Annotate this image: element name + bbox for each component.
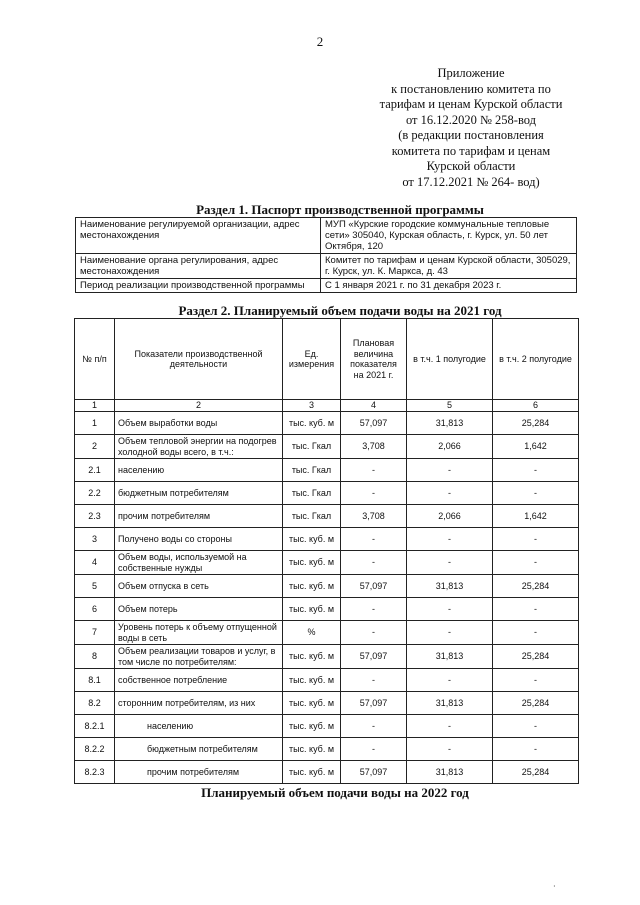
passport-value: С 1 января 2021 г. по 31 декабря 2023 г. <box>321 279 577 293</box>
row-indicator: бюджетным потребителям <box>115 482 283 505</box>
row-plan-value: 3,708 <box>341 435 407 459</box>
row-half1-value: - <box>407 669 493 692</box>
row-unit: тыс. Гкал <box>283 459 341 482</box>
row-half1-value: - <box>407 738 493 761</box>
row-indicator: Объем отпуска в сеть <box>115 575 283 598</box>
table-row <box>75 761 579 784</box>
appendix-line: от 16.12.2020 № 258-вод <box>405 112 537 127</box>
header-h1: в т.ч. 1 полугодие <box>407 319 493 400</box>
row-indicator: Объем реализации товаров и услуг, в том числе по потребителям: <box>115 645 283 669</box>
row-half2-value: 1,642 <box>493 505 579 528</box>
row-half1-value: 2,066 <box>407 505 493 528</box>
row-half1-value: - <box>407 528 493 551</box>
header-h2: в т.ч. 2 полугодие <box>493 319 579 400</box>
row-unit: тыс. куб. м <box>283 575 341 598</box>
column-index: 6 <box>493 400 579 412</box>
row-half2-value: 25,284 <box>493 412 579 435</box>
row-plan-value: 57,097 <box>341 575 407 598</box>
row-half2-value: - <box>493 669 579 692</box>
row-unit: тыс. Гкал <box>283 505 341 528</box>
row-plan-value: - <box>341 598 407 621</box>
passport-row <box>76 279 577 293</box>
row-number: 3 <box>75 528 115 551</box>
passport-key: Период реализации производственной программы <box>76 279 321 293</box>
row-number: 8.2.1 <box>75 715 115 738</box>
row-number: 7 <box>75 621 115 645</box>
row-half1-value: - <box>407 715 493 738</box>
row-half1-value: - <box>407 459 493 482</box>
header-unit: Ед. измерения <box>283 319 341 400</box>
row-plan-value: - <box>341 669 407 692</box>
row-half2-value: - <box>493 528 579 551</box>
table-row <box>75 412 579 435</box>
row-half2-value: - <box>493 621 579 645</box>
row-unit: тыс. куб. м <box>283 551 341 575</box>
passport-row <box>76 254 577 279</box>
header-name: Показатели производственной деятельности <box>115 319 283 400</box>
table-row <box>75 505 579 528</box>
row-number: 5 <box>75 575 115 598</box>
row-plan-value: 57,097 <box>341 412 407 435</box>
table-row <box>75 645 579 669</box>
row-plan-value: - <box>341 738 407 761</box>
column-index: 2 <box>115 400 283 412</box>
row-indicator: Объем выработки воды <box>115 412 283 435</box>
row-number: 2.2 <box>75 482 115 505</box>
row-half1-value: 31,813 <box>407 692 493 715</box>
appendix-line: (в редакции постановления <box>398 128 544 142</box>
appendix-line: от 17.12.2021 № 264- вод) <box>402 174 540 189</box>
column-index: 1 <box>75 400 115 412</box>
row-half1-value: - <box>407 551 493 575</box>
row-number: 8.2.3 <box>75 761 115 784</box>
column-index: 5 <box>407 400 493 412</box>
row-number: 1 <box>75 412 115 435</box>
title-2022: Планируемый объем подачи воды на 2022 год <box>201 785 469 800</box>
table-row <box>75 459 579 482</box>
row-half1-value: - <box>407 621 493 645</box>
column-index-row <box>75 400 579 412</box>
row-indicator: Уровень потерь к объему отпущенной воды в сеть <box>115 621 283 645</box>
passport-value: МУП «Курские городские коммунальные тепловые сети» 305040, Курская область, г. Курск, ул. 50 лет Октября, 120 <box>321 218 577 254</box>
column-index: 3 <box>283 400 341 412</box>
row-half2-value: 25,284 <box>493 692 579 715</box>
table-row <box>75 621 579 645</box>
passport-key: Наименование регулируемой организации, адрес местонахождения <box>76 218 321 254</box>
row-plan-value: - <box>341 459 407 482</box>
row-unit: тыс. куб. м <box>283 598 341 621</box>
page-number: 2 <box>316 34 324 49</box>
row-number: 2.1 <box>75 459 115 482</box>
passport-key: Наименование органа регулирования, адрес местонахождения <box>76 254 321 279</box>
table-row <box>75 715 579 738</box>
row-indicator: сторонним потребителям, из них <box>115 692 283 715</box>
row-number: 2 <box>75 435 115 459</box>
row-plan-value: - <box>341 482 407 505</box>
table-row <box>75 482 579 505</box>
row-number: 8.2.2 <box>75 738 115 761</box>
water-volume-table <box>74 318 579 784</box>
table-row <box>75 575 579 598</box>
scan-mark: · <box>553 882 556 891</box>
row-number: 8.2 <box>75 692 115 715</box>
row-unit: тыс. куб. м <box>283 715 341 738</box>
row-plan-value: 3,708 <box>341 505 407 528</box>
row-indicator: Получено воды со стороны <box>115 528 283 551</box>
passport-row <box>76 218 577 254</box>
row-unit: тыс. куб. м <box>283 412 341 435</box>
row-plan-value: - <box>341 715 407 738</box>
row-unit: тыс. Гкал <box>283 482 341 505</box>
passport-table <box>75 217 577 293</box>
table-row <box>75 435 579 459</box>
appendix-line: Приложение <box>437 66 505 80</box>
row-indicator: бюджетным потребителям <box>115 738 283 761</box>
row-unit: тыс. куб. м <box>283 692 341 715</box>
row-half1-value: 31,813 <box>407 645 493 669</box>
row-half2-value: - <box>493 738 579 761</box>
table-header-row <box>75 319 579 400</box>
row-indicator: Объем тепловой энергии на подогрев холодной воды всего, в т.ч.: <box>115 435 283 459</box>
row-indicator: прочим потребителям <box>115 761 283 784</box>
table-row <box>75 528 579 551</box>
row-half1-value: - <box>407 598 493 621</box>
row-unit: тыс. куб. м <box>283 761 341 784</box>
row-unit: тыс. Гкал <box>283 435 341 459</box>
section2-title: Раздел 2. Планируемый объем подачи воды на 2021 год <box>178 303 502 318</box>
row-number: 2.3 <box>75 505 115 528</box>
appendix-line: Курской области <box>426 159 516 173</box>
row-indicator: Объем потерь <box>115 598 283 621</box>
row-unit: тыс. куб. м <box>283 528 341 551</box>
appendix-line: к постановлению комитета по <box>391 81 551 96</box>
table-row <box>75 598 579 621</box>
row-half2-value: 1,642 <box>493 435 579 459</box>
row-unit: тыс. куб. м <box>283 669 341 692</box>
row-plan-value: - <box>341 528 407 551</box>
row-unit: тыс. куб. м <box>283 738 341 761</box>
table-row <box>75 692 579 715</box>
row-number: 8 <box>75 645 115 669</box>
section1-title: Раздел 1. Паспорт производственной программы <box>196 202 484 217</box>
row-half1-value: 31,813 <box>407 575 493 598</box>
row-indicator: собственное потребление <box>115 669 283 692</box>
row-plan-value: - <box>341 621 407 645</box>
row-half1-value: 31,813 <box>407 412 493 435</box>
row-indicator: Объем воды, используемой на собственные нужды <box>115 551 283 575</box>
row-indicator: населению <box>115 459 283 482</box>
row-unit: тыс. куб. м <box>283 645 341 669</box>
row-half1-value: 2,066 <box>407 435 493 459</box>
row-indicator: населению <box>115 715 283 738</box>
table-row <box>75 551 579 575</box>
appendix-line: комитета по тарифам и ценам <box>391 143 551 158</box>
row-indicator: прочим потребителям <box>115 505 283 528</box>
row-half2-value: 25,284 <box>493 575 579 598</box>
header-num: № п/п <box>75 319 115 400</box>
appendix-line: тарифам и ценам Курской области <box>379 97 563 111</box>
row-number: 6 <box>75 598 115 621</box>
header-plan: Плановая величина показателя на 2021 г. <box>341 319 407 400</box>
row-half2-value: - <box>493 551 579 575</box>
row-half1-value: 31,813 <box>407 761 493 784</box>
table-row <box>75 669 579 692</box>
row-half2-value: - <box>493 715 579 738</box>
column-index: 4 <box>341 400 407 412</box>
row-unit: % <box>283 621 341 645</box>
row-plan-value: - <box>341 551 407 575</box>
row-half2-value: - <box>493 598 579 621</box>
row-plan-value: 57,097 <box>341 692 407 715</box>
table-row <box>75 738 579 761</box>
row-plan-value: 57,097 <box>341 645 407 669</box>
row-half2-value: 25,284 <box>493 645 579 669</box>
row-half2-value: - <box>493 482 579 505</box>
row-number: 8.1 <box>75 669 115 692</box>
row-half2-value: - <box>493 459 579 482</box>
row-half2-value: 25,284 <box>493 761 579 784</box>
passport-value: Комитет по тарифам и ценам Курской области, 305029, г. Курск, ул. К. Маркса, д. 43 <box>321 254 577 279</box>
row-half1-value: - <box>407 482 493 505</box>
row-plan-value: 57,097 <box>341 761 407 784</box>
appendix-header <box>376 66 566 190</box>
row-number: 4 <box>75 551 115 575</box>
